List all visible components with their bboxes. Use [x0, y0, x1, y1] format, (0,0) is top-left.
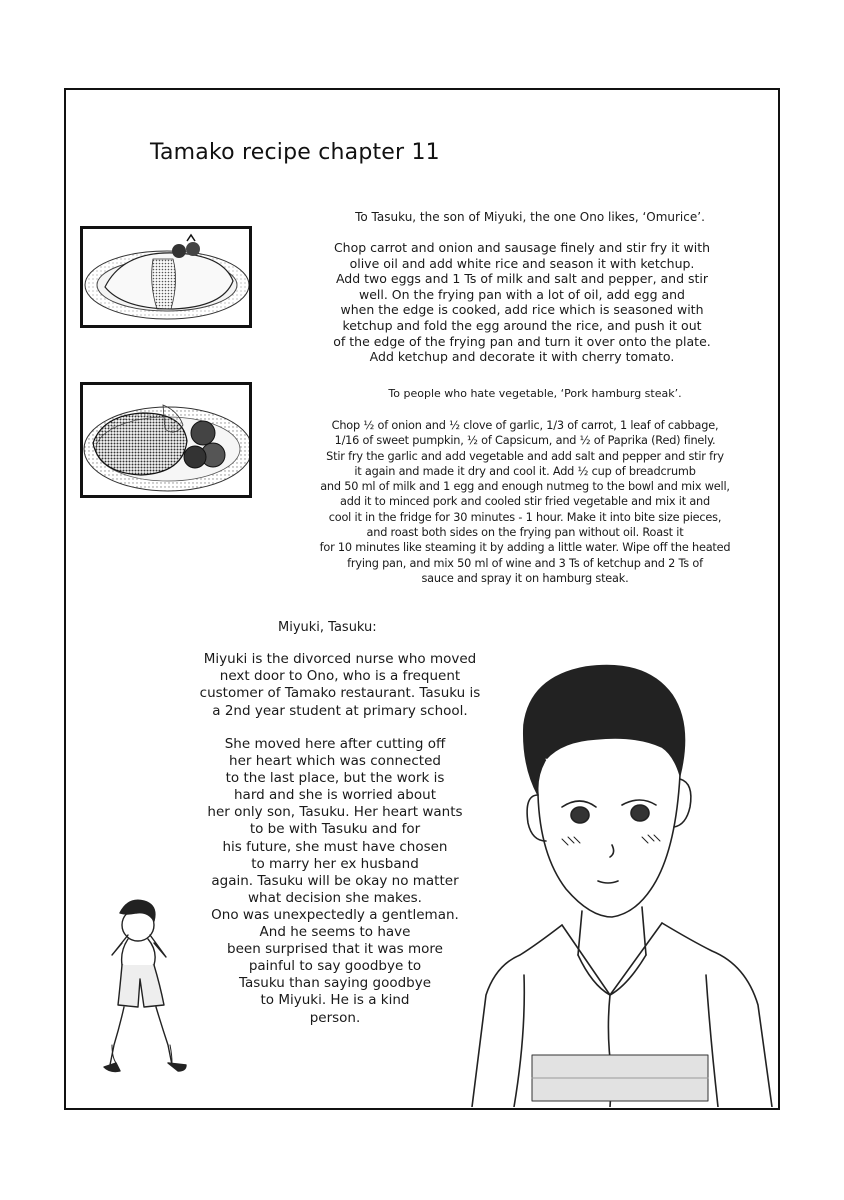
recipe1-line: Chop carrot and onion and sausage finely and stir fry it with: [333, 240, 711, 255]
character-line: to marry her ex husband: [251, 855, 419, 872]
recipe2-line: it again and made it dry and cool it. Add ½ cup of breadcrumb: [354, 464, 696, 478]
character-line: what decision she makes.: [248, 889, 422, 906]
recipe2-line: frying pan, and mix 50 ml of wine and 3 Ts of ketchup and 2 Ts of: [347, 556, 703, 570]
recipe2-line: and 50 ml of milk and 1 egg and enough nutmeg to the bowl and mix well,: [320, 480, 730, 494]
recipe1-line: of the edge of the frying pan and turn it over onto the plate.: [333, 333, 711, 349]
character-paragraph-2: [165, 736, 505, 1027]
omurice-illustration: [80, 226, 252, 328]
recipe2-line: add it to minced pork and cooled stir fried vegetable and mix it and: [340, 495, 710, 509]
hamburg-steak-illustration: [80, 382, 252, 498]
character-line: her heart which was connected: [229, 753, 441, 770]
tasuku-portrait-illustration: [466, 655, 778, 1107]
character-line: She moved here after cutting off: [224, 736, 446, 752]
recipe2-line: Stir fry the garlic and add vegetable and add salt and pepper and stir fry: [326, 449, 724, 463]
character-line: Tasuku than saying goodbye: [238, 975, 432, 992]
character-line: Miyuki is the divorced nurse who moved: [203, 651, 477, 667]
character-line: next door to Ono, who is a frequent: [219, 668, 461, 685]
character-line: to be with Tasuku and for: [249, 821, 421, 838]
recipe2-body: [260, 418, 790, 586]
recipe2-line: 1/16 of sweet pumpkin, ½ of Capsicum, and ½ of Paprika (Red) finely.: [334, 434, 716, 448]
page-title: Tamako recipe chapter 11: [150, 140, 440, 165]
recipe2-line: sauce and spray it on hamburg steak.: [421, 571, 629, 585]
tasuku-small-illustration: [98, 895, 190, 1079]
character-line: to Miyuki. He is a kind: [260, 992, 410, 1009]
recipe1-line: when the edge is cooked, add rice which is seasoned with: [340, 302, 704, 318]
character-line: to the last place, but the work is: [225, 770, 445, 787]
recipe2-line: cool it in the fridge for 30 minutes - 1 hour. Make it into bite size pieces,: [328, 510, 722, 524]
character-heading: Miyuki, Tasuku:: [278, 620, 377, 635]
character-line: her only son, Tasuku. Her heart wants: [207, 804, 463, 821]
recipe1-line: ketchup and fold the egg around the rice, and push it out: [342, 317, 702, 333]
character-line: hard and she is worried about: [234, 787, 436, 804]
character-line: painful to say goodbye to: [248, 958, 422, 975]
character-line: customer of Tamako restaurant. Tasuku is: [199, 685, 481, 702]
character-line: person.: [309, 1009, 361, 1026]
recipe1-intro: To Tasuku, the son of Miyuki, the one Ono likes, ‘Omurice’.: [355, 210, 705, 224]
recipe1-line: olive oil and add white rice and season it with ketchup.: [349, 255, 695, 271]
character-line: Ono was unexpectedly a gentleman.: [211, 906, 459, 923]
recipe1-line: Add ketchup and decorate it with cherry tomato.: [369, 349, 675, 365]
recipe2-line: for 10 minutes like steaming it by adding a little water. Wipe off the heated: [319, 541, 731, 555]
recipe2-line: Chop ½ of onion and ½ clove of garlic, 1/3 of carrot, 1 leaf of cabbage,: [331, 419, 719, 432]
character-line: again. Tasuku will be okay no matter: [211, 872, 459, 889]
recipe2-intro: To people who hate vegetable, ‘Pork hamburg steak’.: [388, 387, 682, 400]
character-line: been surprised that it was more: [227, 941, 443, 958]
recipe1-line: Add two eggs and 1 Ts of milk and salt and pepper, and stir: [335, 271, 709, 287]
character-line: his future, she must have chosen: [222, 838, 448, 855]
recipe1-body: [262, 240, 782, 365]
recipe1-line: well. On the frying pan with a lot of oil, add egg and: [359, 286, 685, 302]
character-line: a 2nd year student at primary school.: [212, 702, 468, 719]
recipe2-line: and roast both sides on the frying pan without oil. Roast it: [366, 526, 684, 540]
character-line: And he seems to have: [259, 924, 411, 941]
